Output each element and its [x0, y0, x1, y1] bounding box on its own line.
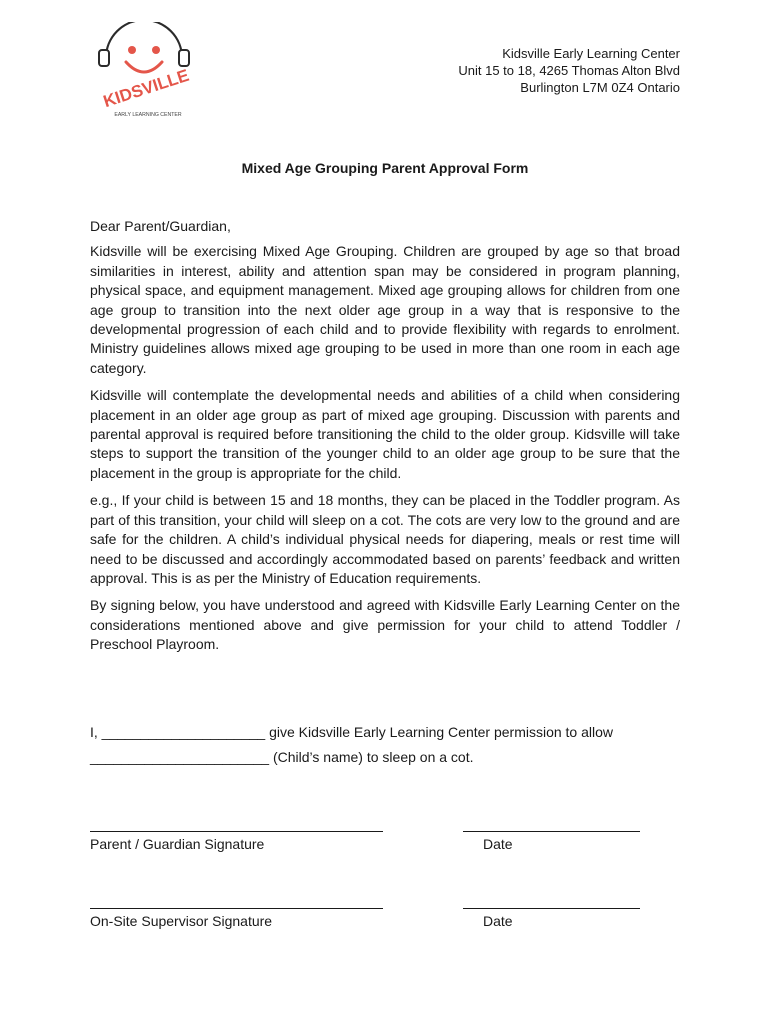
parent-date-label: Date	[483, 836, 513, 852]
supervisor-date-line[interactable]	[463, 908, 640, 909]
logo-wordmark: KIDSVILLE	[100, 65, 192, 112]
paragraph-mixed-age-grouping: Kidsville will be exercising Mixed Age Grouping. Children are grouped by age so that broad similarities in interest, ability and attention span may be considered in program planning, physical space, and equipment management. Mixed age grouping allows for children from one age group to transition into the next older age group in a way that is responsive to the developmental progression of each child and to provide flexibility with regards to enrolment. Ministry guidelines allows mixed age grouping to be used in more than one room in each age category.	[90, 243, 680, 376]
paragraph-placement: Kidsville will contemplate the developmental needs and abilities of a child when considering placement in an older age group as part of mixed age grouping. Discussion with parents and parental approval is required before transitioning the child to the older group. Kidsville will take steps to support the transition of the younger child to an older age group to be sure that the placement in the group is appropriate for the child.	[90, 387, 680, 481]
paragraph-example: e.g., If your child is between 15 and 18 months, they can be placed in the Toddler program. As part of this transition, your child will sleep on a cot. The cots are very low to the ground and are safe for the children. A child’s individual physical needs for diapering, meals or rest time will need to be discussed and accordingly accommodated based on parents’ feedback and written approval. This is as per the Ministry of Education requirements.	[90, 492, 680, 586]
parent-signature-label: Parent / Guardian Signature	[90, 836, 265, 852]
letter-body	[90, 217, 680, 663]
form-title: Mixed Age Grouping Parent Approval Form	[241, 160, 529, 176]
address-line-1: Kidsville Early Learning Center	[502, 46, 680, 61]
address-line-3: Burlington L7M 0Z4 Ontario	[520, 80, 680, 95]
supervisor-date-label: Date	[483, 913, 513, 929]
kidsville-logo	[96, 22, 192, 122]
paragraph-agreement: By signing below, you have understood and agreed with Kidsville Early Learning Center on the considerations mentioned above and give permission for your child to attend Toddler / Preschool Playroom.	[90, 597, 680, 653]
consent-statement	[90, 723, 613, 773]
logo-tagline: EARLY LEARNING CENTER	[114, 112, 182, 118]
supervisor-signature-label: On-Site Supervisor Signature	[90, 913, 273, 929]
consent-line-child[interactable]: _______________________ (Child’s name) to sleep on a cot.	[90, 749, 474, 765]
address-block	[458, 45, 680, 96]
supervisor-signature-line[interactable]	[90, 908, 383, 909]
smiley-headphones-icon	[96, 22, 192, 122]
consent-line-parent[interactable]: I, _____________________ give Kidsville Early Learning Center permission to allow	[90, 724, 614, 740]
greeting: Dear Parent/Guardian,	[90, 218, 231, 234]
address-line-2: Unit 15 to 18, 4265 Thomas Alton Blvd	[458, 63, 680, 78]
parent-date-line[interactable]	[463, 831, 640, 832]
parent-signature-line[interactable]	[90, 831, 383, 832]
